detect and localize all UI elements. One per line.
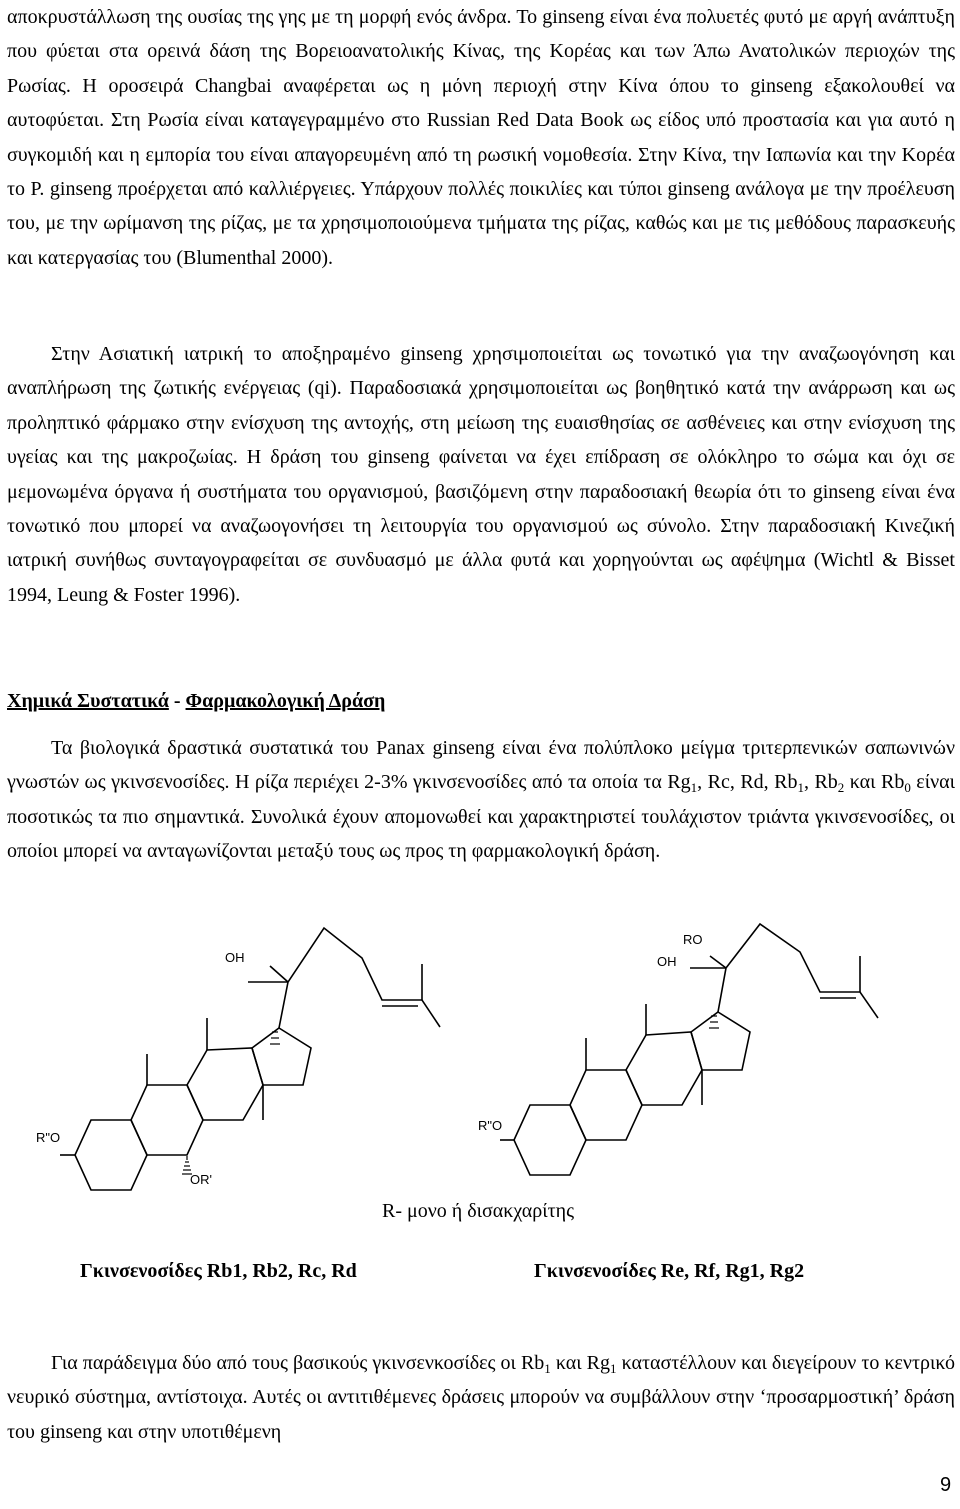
structures-svg (20, 920, 950, 1195)
p3-text-3: , Rb (803, 771, 838, 794)
right-ro-label: RO (683, 932, 703, 947)
p3-text-1: Τα βιολογικά δραστικά συστατικά του Panax ginseng είναι ένα πολύπλοκο μείγμα τριτερπενικών σαπωνινών γνωστών ως γκινσενοσίδες. Η ρίζα περιέχει 2-3% γκινσενοσίδες από τα οποία τα Rg (7, 737, 955, 794)
right-oh-bond (710, 956, 726, 968)
structure-name-right: Γκινσενοσίδες Re, Rf, Rg1, Rg2 (534, 1260, 805, 1282)
paragraph-asian-medicine (7, 337, 955, 612)
paragraph-cns-effects (7, 1346, 955, 1449)
p4-sub-1: 1 (544, 1361, 551, 1376)
p4-text-2: και Rg (550, 1352, 611, 1374)
left-r2o-label: R"O (36, 1130, 61, 1145)
p3-sub-2: 1 (797, 780, 804, 796)
p3-sub-4: 0 (904, 780, 911, 796)
heading-chemical-constituents: Χημικά Συστατικά (7, 690, 169, 712)
paragraph-asian-medicine-text: Στην Ασιατική ιατρική το αποξηραμένο ginseng χρησιμοποιείται ως τονωτικό για την αναζωογόνηση και αναπλήρωση της ζωτικής ενέργειας (qi). Παραδοσιακά χρησιμοποιείται ως βοηθητικό κατά την ανάρρωση και ως προληπτικό φάρμακο στην ενίσχυση της αντοχής, στη μείωση της ευαισθησίας σε ασθένειες και στην ενίσχυση της υγείας και της μακροζωίας. Η δράση του ginseng φαίνεται να έχει επίδραση σε ολόκληρο το σώμα και όχι σε μεμονωμένα όργανα ή συστήματα του οργανισμού, βασιζόμενη στην παραδοσιακή θεωρία ότι το ginseng είναι ένα τονωτικό που μπορεί να αναζωογονήσει τη λειτουργία του οργανισμού ως σύνολο. Στην παραδοσιακή Κινεζική ιατρική συνήθως συνταγογραφείται σε συνδυασμό με άλλα φυτά και χορηγούνται ως αφέψημα (Wichtl & Bisset 1994, Leung & Foster 1996). (7, 343, 955, 606)
p4-text-1: Για παράδειγμα δύο από τους βασικούς γκινσενκοσίδες οι Rb (51, 1352, 545, 1374)
structure-right (478, 924, 878, 1175)
right-r2o-label: R"O (478, 1118, 503, 1133)
heading-separator: - (168, 690, 186, 712)
p3-text-5: είναι ποσοτικώς τα πιο σημαντικά. Συνολικά έχουν απομονωθεί και χαρακτηριστεί τουλάχιστον τριάντα γκινσενοσίδες, οι οποίοι μπορεί να ανταγωνίζονται μεταξύ τους ως προς τη φαρμακολογική δράση. (7, 771, 955, 863)
structure-left (36, 928, 440, 1190)
ginsenoside-structures-figure (20, 920, 950, 1195)
page-number: 9 (940, 1474, 952, 1496)
left-oh-label: OH (225, 950, 245, 965)
paragraph-ginseng-origin: αποκρυστάλλωση της ουσίας της γης με τη μορφή ενός άνδρα. Το ginseng είναι ένα πολυετές φυτό με αργή ανάπτυξη που φύεται στα ορεινά δάση της Βορειοανατολικής Κίνας, της Κορέας και των Άπω Ανατολικών περιοχών της Ρωσίας. Η οροσειρά Changbai αναφέρεται ως η μόνη περιοχή στην Κίνα όπου το ginseng εξακολουθεί να αυτοφύεται. Στη Ρωσία είναι καταγεγραμμένο στο Russian Red Data Book ως είδος υπό προστασία και για αυτό η συγκομιδή και η εμπορία του είναι απαγορευμένη από τη ρωσική νομοθεσία. Στην Κίνα, την Ιαπωνία και την Κορέα το P. ginseng προέρχεται από καλλιέργειες. Υπάρχουν πολλές ποικιλίες και τύποι ginseng ανάλογα με την προέλευση του, με την ωρίμανση της ρίζας, με τα χρησιμοποιούμενα τμήματα της ρίζας, καθώς και με τις μεθόδους παρασκευής και κατεργασίας του (Blumenthal 2000). (7, 6, 955, 269)
section-heading (7, 688, 385, 714)
left-side-chain (279, 928, 440, 1028)
p3-sub-1: 1 (690, 780, 698, 796)
structure-name-left: Γκινσενοσίδες Rb1, Rb2, Rc, Rd (80, 1260, 357, 1282)
left-or1-label: OR' (190, 1172, 212, 1187)
p3-text-2: , Rc, Rd, Rb (697, 771, 798, 794)
p4-sub-2: 1 (610, 1361, 617, 1376)
right-ring-a (514, 1105, 586, 1175)
left-oh-bond (270, 966, 288, 982)
p3-sub-3: 2 (837, 780, 845, 796)
left-ring-a (75, 1120, 147, 1190)
heading-pharmacological-action: Φαρμακολογική Δράση (185, 690, 386, 712)
p3-text-4: και Rb (844, 771, 905, 794)
paragraph-ginsenosides (7, 731, 955, 869)
right-oh-label: OH (657, 954, 677, 969)
right-side-chain (718, 924, 878, 1018)
figure-caption: R- μονο ή δισακχαρίτης (382, 1200, 575, 1222)
p4-text-3: καταστέλλουν και διεγείρουν το κεντρικό νευρικό σύστημα, αντίστοιχα. Αυτές οι αντιτιθέμενες δράσεις μπορούν να συμβάλλουν στην ‘προσαρμοστική’ δράση του ginseng και στην υποτιθέμενη (7, 1352, 955, 1443)
